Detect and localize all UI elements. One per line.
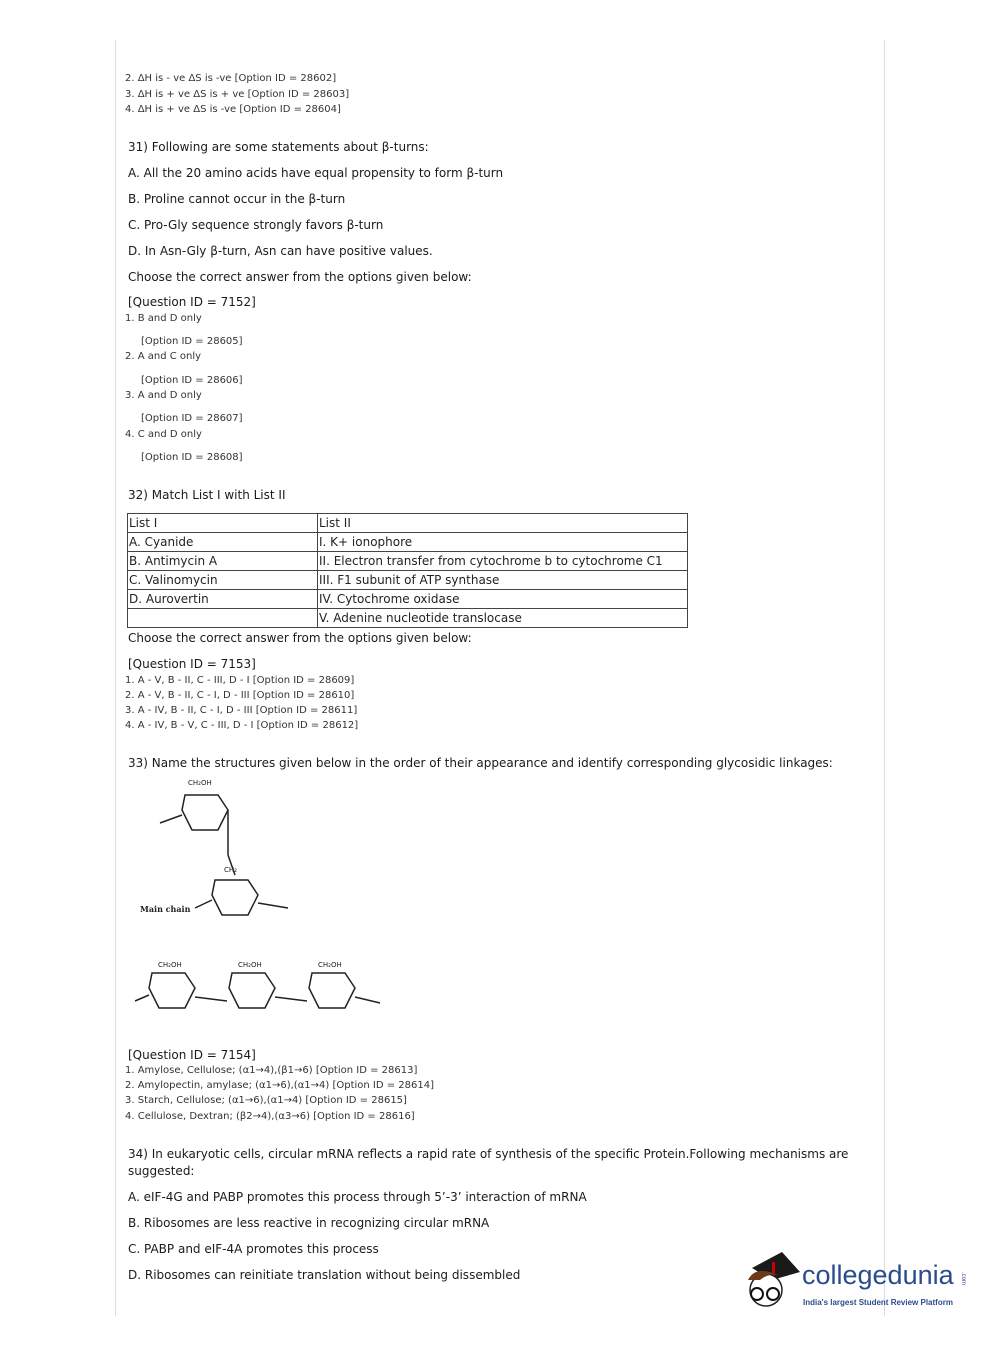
cell: I. K+ ionophore bbox=[318, 533, 688, 552]
glycosidic-structures-figure bbox=[130, 775, 390, 1040]
option: 3. Starch, Cellulose; (α1→6),(α1→4) [Option ID = 28615] bbox=[125, 1095, 407, 1106]
statement: B. Ribosomes are less reactive in recognizing circular mRNA bbox=[128, 1216, 490, 1230]
mascot-icon bbox=[742, 1250, 800, 1312]
q31-title: 31) Following are some statements about β-turns: bbox=[128, 140, 429, 154]
statement: B. Proline cannot occur in the β-turn bbox=[128, 192, 346, 206]
table-row bbox=[128, 533, 688, 552]
linear-chain-rings bbox=[135, 973, 380, 1008]
logo-text: collegedunia bbox=[802, 1260, 954, 1290]
option: 3. A and D only bbox=[125, 390, 202, 401]
table-row bbox=[128, 609, 688, 628]
option-id: [Option ID = 28606] bbox=[141, 375, 243, 386]
statement: A. All the 20 amino acids have equal propensity to form β-turn bbox=[128, 166, 504, 180]
ch2oh-label: CH₂OH bbox=[238, 961, 262, 969]
option-id: [Option ID = 28607] bbox=[141, 413, 243, 424]
option-id: [Option ID = 28605] bbox=[141, 336, 243, 347]
match-table bbox=[127, 513, 688, 628]
choose-text: Choose the correct answer from the options given below: bbox=[128, 631, 472, 645]
table-row bbox=[128, 514, 688, 533]
ch2oh-label: CH₂OH bbox=[158, 961, 182, 969]
q34-title: 34) In eukaryotic cells, circular mRNA reflects a rapid rate of synthesis of the specific Protein.Following mechanisms are bbox=[128, 1147, 849, 1161]
question-id: [Question ID = 7152] bbox=[128, 295, 256, 309]
logo-tagline: India's largest Student Review Platform bbox=[803, 1298, 953, 1307]
cell: List II bbox=[318, 514, 688, 533]
cell: III. F1 subunit of ATP synthase bbox=[318, 571, 688, 590]
table-row bbox=[128, 552, 688, 571]
question-id: [Question ID = 7153] bbox=[128, 657, 256, 671]
question-id: [Question ID = 7154] bbox=[128, 1048, 256, 1062]
cell: B. Antimycin A bbox=[128, 552, 318, 571]
table-row bbox=[128, 571, 688, 590]
main-chain-label: Main chain bbox=[140, 904, 191, 914]
cell: D. Aurovertin bbox=[128, 590, 318, 609]
statement: D. In Asn-Gly β-turn, Asn can have positive values. bbox=[128, 244, 433, 258]
logo-com: .com bbox=[960, 1272, 966, 1286]
cell: V. Adenine nucleotide translocase bbox=[318, 609, 688, 628]
prev-option: 4. ΔH is + ve ΔS is -ve [Option ID = 28604] bbox=[125, 104, 341, 115]
q33-title: 33) Name the structures given below in the order of their appearance and identify corresponding glycosidic linkages: bbox=[128, 756, 833, 770]
option: 4. A - IV, B - V, C - III, D - I [Option ID = 28612] bbox=[125, 720, 359, 731]
option: 2. A and C only bbox=[125, 351, 202, 362]
option: 1. Amylose, Cellulose; (α1→4),(β1→6) [Option ID = 28613] bbox=[125, 1065, 418, 1076]
right-margin-line bbox=[884, 40, 885, 1316]
option-id: [Option ID = 28608] bbox=[141, 452, 243, 463]
statement: C. PABP and eIF-4A promotes this process bbox=[128, 1242, 379, 1256]
option: 1. A - V, B - II, C - III, D - I [Option ID = 28609] bbox=[125, 675, 355, 686]
branch-sugar-ring bbox=[160, 795, 235, 875]
main-chain-sugar-ring bbox=[195, 880, 288, 915]
option: 3. A - IV, B - II, C - I, D - III [Option ID = 28611] bbox=[125, 705, 358, 716]
option: 2. A - V, B - II, C - I, D - III [Option ID = 28610] bbox=[125, 690, 355, 701]
cell: A. Cyanide bbox=[128, 533, 318, 552]
option: 1. B and D only bbox=[125, 313, 202, 324]
option: 4. Cellulose, Dextran; (β2→4),(α3→6) [Option ID = 28616] bbox=[125, 1111, 415, 1122]
ch2-label: CH₂ bbox=[224, 866, 237, 874]
choose-text: Choose the correct answer from the options given below: bbox=[128, 270, 472, 284]
q32-title: 32) Match List I with List II bbox=[128, 488, 286, 502]
prev-option: 2. ΔH is - ve ΔS is -ve [Option ID = 28602] bbox=[125, 73, 337, 84]
statement: A. eIF-4G and PABP promotes this process through 5’-3’ interaction of mRNA bbox=[128, 1190, 587, 1204]
cell: C. Valinomycin bbox=[128, 571, 318, 590]
cell: IV. Cytochrome oxidase bbox=[318, 590, 688, 609]
table-row bbox=[128, 590, 688, 609]
statement: D. Ribosomes can reinitiate translation without being dissembled bbox=[128, 1268, 521, 1282]
cell: II. Electron transfer from cytochrome b to cytochrome C1 bbox=[318, 552, 688, 571]
q34-title-cont: suggested: bbox=[128, 1164, 195, 1178]
option: 2. Amylopectin, amylase; (α1→6),(α1→4) [Option ID = 28614] bbox=[125, 1080, 435, 1091]
option: 4. C and D only bbox=[125, 429, 202, 440]
cell bbox=[128, 609, 318, 628]
ch2oh-label: CH₂OH bbox=[188, 779, 212, 787]
statement: C. Pro-Gly sequence strongly favors β-turn bbox=[128, 218, 384, 232]
left-margin-line bbox=[115, 40, 116, 1316]
prev-option: 3. ΔH is + ve ΔS is + ve [Option ID = 28603] bbox=[125, 89, 350, 100]
ch2oh-label: CH₂OH bbox=[318, 961, 342, 969]
cell: List I bbox=[128, 514, 318, 533]
